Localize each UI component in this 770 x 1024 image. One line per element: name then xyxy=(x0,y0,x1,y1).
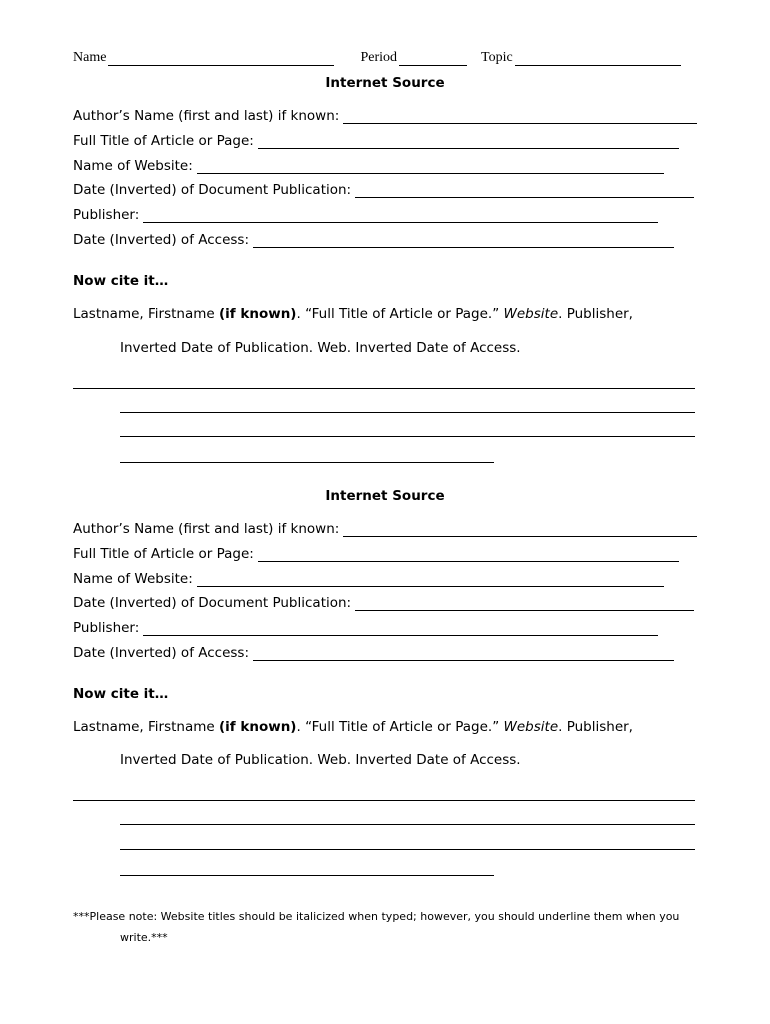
access-date-field xyxy=(73,645,674,661)
cite-heading: Now cite it… xyxy=(73,273,169,289)
author-name-field xyxy=(73,108,697,124)
field-label: Publisher: xyxy=(73,620,140,636)
publisher-field xyxy=(73,620,658,636)
full-title-blank[interactable] xyxy=(258,136,679,149)
website-name-blank[interactable] xyxy=(197,161,664,174)
header-row xyxy=(73,48,697,66)
field-label: Full Title of Article or Page: xyxy=(73,133,254,149)
citation-writing-line[interactable] xyxy=(120,436,695,437)
format-text: Lastname, Firstname xyxy=(73,306,219,322)
access-date-field xyxy=(73,232,674,248)
field-label: Date (Inverted) of Access: xyxy=(73,645,250,661)
field-label: Date (Inverted) of Document Publication: xyxy=(73,595,352,611)
field-label: Date (Inverted) of Document Publication: xyxy=(73,182,352,198)
cite-heading: Now cite it… xyxy=(73,686,169,702)
citation-writing-line[interactable] xyxy=(120,462,494,463)
format-text: . “Full Title of Article or Page.” xyxy=(296,719,504,735)
website-name-field xyxy=(73,158,664,174)
field-label: Date (Inverted) of Access: xyxy=(73,232,250,248)
format-italic: Website xyxy=(503,306,559,322)
format-text: . Publisher, xyxy=(558,306,633,322)
citation-format-line-1 xyxy=(73,719,633,735)
full-title-blank[interactable] xyxy=(258,549,679,562)
format-bold: (if known) xyxy=(218,306,297,322)
topic-field xyxy=(481,50,681,66)
access-date-blank[interactable] xyxy=(253,235,674,248)
field-label: Full Title of Article or Page: xyxy=(73,546,254,562)
field-label: Publisher: xyxy=(73,207,140,223)
format-text: Lastname, Firstname xyxy=(73,719,219,735)
publisher-blank[interactable] xyxy=(143,623,658,636)
period-blank[interactable] xyxy=(399,52,467,66)
citation-writing-line[interactable] xyxy=(73,388,695,389)
format-italic: Website xyxy=(503,719,559,735)
period-label: Period xyxy=(360,50,397,65)
publisher-blank[interactable] xyxy=(143,210,658,223)
format-text: . “Full Title of Article or Page.” xyxy=(296,306,504,322)
name-field xyxy=(73,50,334,66)
topic-blank[interactable] xyxy=(515,52,681,66)
name-blank[interactable] xyxy=(108,52,334,66)
topic-label: Topic xyxy=(481,50,513,65)
citation-format-line-1 xyxy=(73,306,633,322)
website-name-field xyxy=(73,571,664,587)
name-label: Name xyxy=(73,50,107,65)
field-label: Name of Website: xyxy=(73,571,193,587)
author-name-blank[interactable] xyxy=(343,524,697,537)
full-title-field xyxy=(73,546,679,562)
access-date-blank[interactable] xyxy=(253,648,674,661)
citation-writing-line[interactable] xyxy=(120,849,695,850)
publication-date-field xyxy=(73,595,694,611)
field-label: Name of Website: xyxy=(73,158,193,174)
full-title-field xyxy=(73,133,679,149)
period-field xyxy=(360,50,467,66)
format-text: . Publisher, xyxy=(558,719,633,735)
note-line-2: write.*** xyxy=(120,931,168,944)
citation-writing-line[interactable] xyxy=(120,412,695,413)
website-name-blank[interactable] xyxy=(197,574,664,587)
publication-date-blank[interactable] xyxy=(355,598,694,611)
note-line-1: ***Please note: Website titles should be italicized when typed; however, you should underline them when you xyxy=(73,910,680,923)
field-label: Author’s Name (first and last) if known: xyxy=(73,521,340,537)
citation-writing-line[interactable] xyxy=(120,824,695,825)
note-text xyxy=(73,906,697,948)
author-name-field xyxy=(73,521,697,537)
citation-format-line-2: Inverted Date of Publication. Web. Inverted Date of Access. xyxy=(120,752,521,768)
citation-writing-line[interactable] xyxy=(73,800,695,801)
section-heading: Internet Source xyxy=(325,488,445,504)
citation-format-line-2: Inverted Date of Publication. Web. Inverted Date of Access. xyxy=(120,340,521,356)
publication-date-field xyxy=(73,182,694,198)
format-bold: (if known) xyxy=(218,719,297,735)
author-name-blank[interactable] xyxy=(343,111,697,124)
field-label: Author’s Name (first and last) if known: xyxy=(73,108,340,124)
section-heading: Internet Source xyxy=(325,75,445,91)
publisher-field xyxy=(73,207,658,223)
citation-writing-line[interactable] xyxy=(120,875,494,876)
publication-date-blank[interactable] xyxy=(355,185,694,198)
